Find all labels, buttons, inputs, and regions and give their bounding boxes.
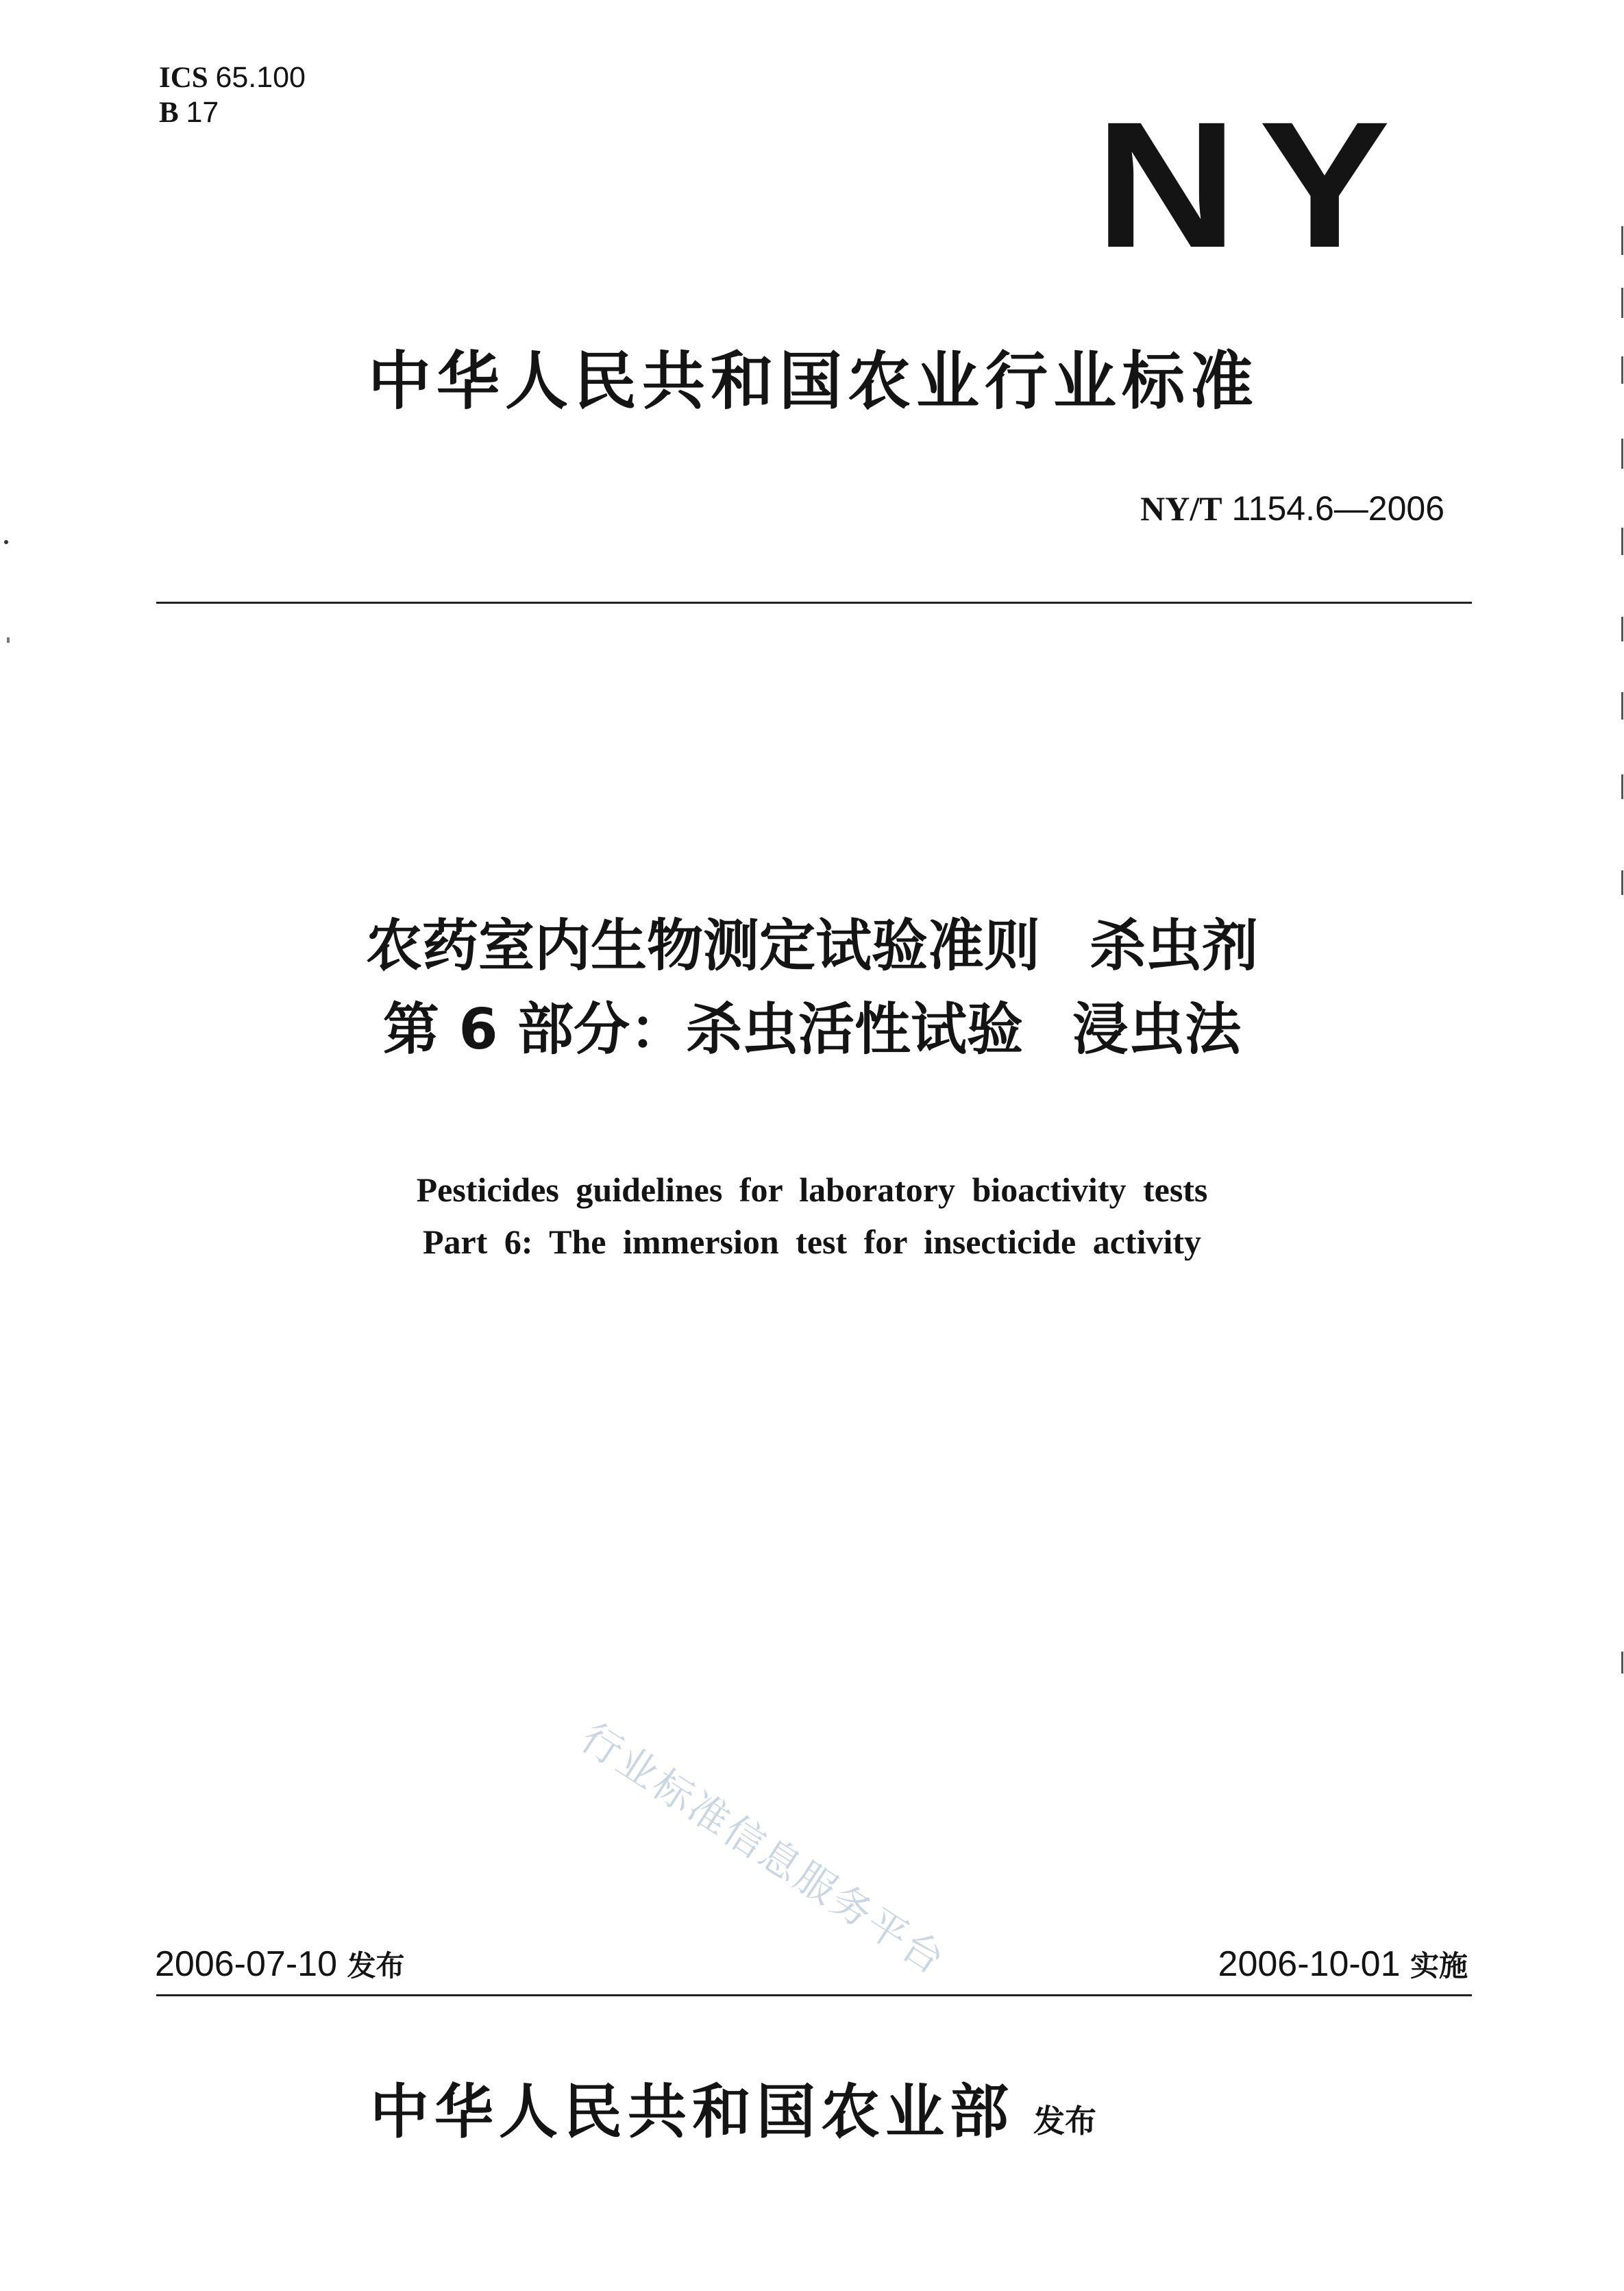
scan-edge-mark bbox=[1621, 1652, 1623, 1674]
chinese-title-line-2-main: 第 6 部分：杀虫活性试验 bbox=[382, 997, 1024, 1062]
english-title-line-1: Pesticides guidelines for laboratory bioactivity tests bbox=[416, 1171, 1208, 1209]
scan-edge-mark bbox=[1621, 288, 1623, 318]
classification-codes bbox=[159, 60, 306, 130]
implement-date-row bbox=[1218, 1944, 1468, 1987]
implement-label: 实施 bbox=[1410, 1949, 1468, 1983]
chinese-title-line-2 bbox=[137, 988, 1487, 1072]
scan-dust-mark bbox=[7, 637, 10, 643]
implement-date: 2006-10-01 bbox=[1218, 1944, 1401, 1984]
scan-edge-mark bbox=[1621, 226, 1623, 255]
publisher bbox=[370, 2064, 1096, 2149]
ccs-number: 17 bbox=[186, 96, 219, 129]
standard-type-title: 中华人民共和国农业行业标准 bbox=[367, 344, 1259, 418]
ics-code bbox=[159, 60, 306, 95]
chinese-title-line-1-main: 农药室内生物测定试验准则 bbox=[365, 914, 1040, 979]
scan-dust-mark bbox=[4, 540, 8, 544]
header-divider bbox=[156, 602, 1472, 604]
standard-number-prefix: NY/T bbox=[1140, 489, 1222, 528]
chinese-title-line-1-sub: 杀虫剂 bbox=[1090, 914, 1259, 979]
publisher-action: 发布 bbox=[1033, 2103, 1096, 2140]
english-title bbox=[137, 1164, 1487, 1268]
standard-number bbox=[1140, 488, 1444, 529]
ccs-label: B bbox=[159, 97, 179, 129]
publisher-organization: 中华人民共和国农业部 bbox=[370, 2077, 1014, 2146]
scan-edge-mark bbox=[1621, 617, 1623, 641]
scan-edge-mark bbox=[1621, 692, 1623, 720]
chinese-title-line-1 bbox=[137, 905, 1487, 988]
footer-divider bbox=[156, 1994, 1472, 1996]
chinese-title-line-2-sub: 浸虫法 bbox=[1072, 997, 1242, 1062]
scan-edge-mark bbox=[1621, 439, 1623, 469]
ccs-code bbox=[159, 95, 306, 130]
scan-edge-mark bbox=[1621, 870, 1623, 895]
standard-mark-logo: NY bbox=[1095, 84, 1412, 285]
ics-label: ICS bbox=[159, 62, 208, 94]
chinese-title bbox=[137, 905, 1487, 1072]
ics-number: 65.100 bbox=[215, 61, 306, 94]
issue-date: 2006-07-10 bbox=[155, 1944, 337, 1984]
issue-label: 发布 bbox=[347, 1949, 405, 1983]
standard-number-value: 1154.6—2006 bbox=[1231, 489, 1444, 528]
watermark-text: 行业标准信息服务平台 bbox=[572, 1713, 955, 1985]
issue-date-row bbox=[155, 1944, 404, 1987]
scan-edge-mark bbox=[1621, 528, 1623, 555]
scan-edge-mark bbox=[1621, 774, 1623, 799]
english-title-line-2: Part 6: The immersion test for insecticide activity bbox=[422, 1223, 1202, 1261]
scan-edge-mark bbox=[1621, 356, 1623, 384]
